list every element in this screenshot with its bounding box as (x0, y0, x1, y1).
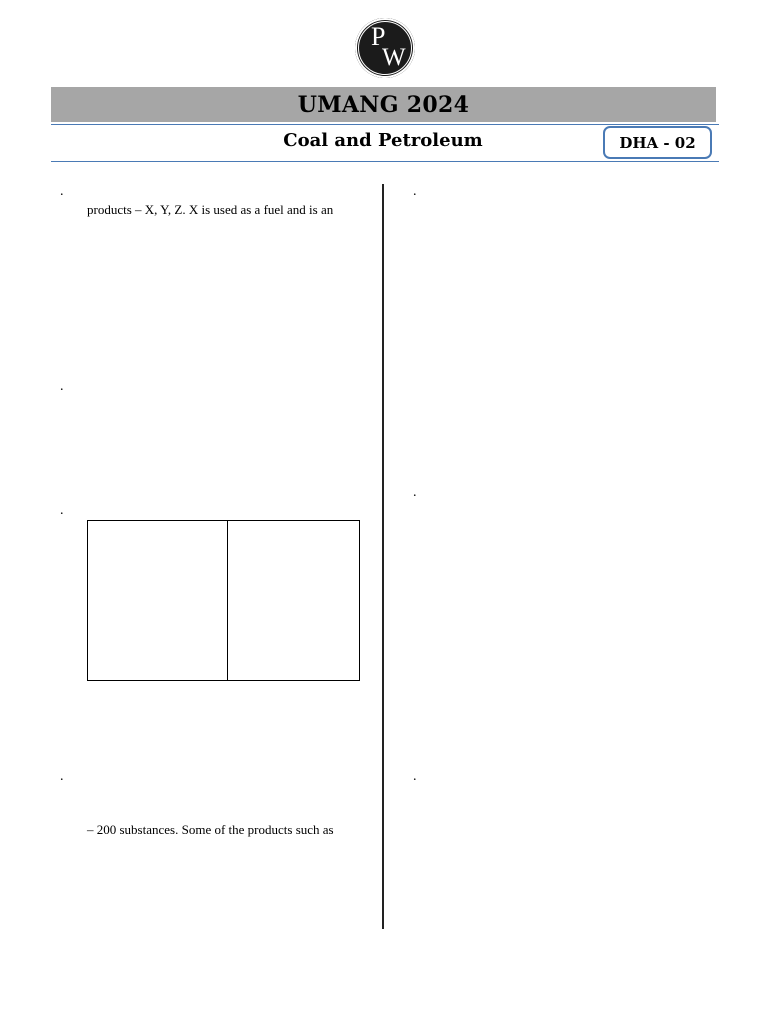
question-marker: . (413, 485, 417, 500)
question-marker: . (60, 769, 64, 784)
question-marker: . (413, 184, 417, 199)
logo-letter-w: W (382, 44, 406, 71)
question-text-line: products – X, Y, Z. X is used as a fuel and is an (87, 202, 334, 217)
table-column-divider (227, 521, 228, 680)
chapter-title: Coal and Petroleum (283, 130, 483, 151)
sheet-code-badge: DHA - 02 (603, 126, 712, 159)
logo-letter-p: P (371, 22, 386, 51)
answer-table (87, 520, 360, 681)
top-rule (51, 124, 719, 125)
bottom-rule (51, 161, 719, 162)
question-marker: . (60, 503, 64, 518)
question-marker: . (60, 184, 64, 199)
question-text-line: – 200 substances. Some of the products such as (87, 822, 334, 837)
question-marker: . (60, 379, 64, 394)
page-title: UMANG 2024 (297, 91, 470, 118)
pw-logo (355, 18, 415, 78)
column-divider (382, 184, 384, 929)
question-marker: . (413, 769, 417, 784)
title-bar (51, 87, 716, 122)
